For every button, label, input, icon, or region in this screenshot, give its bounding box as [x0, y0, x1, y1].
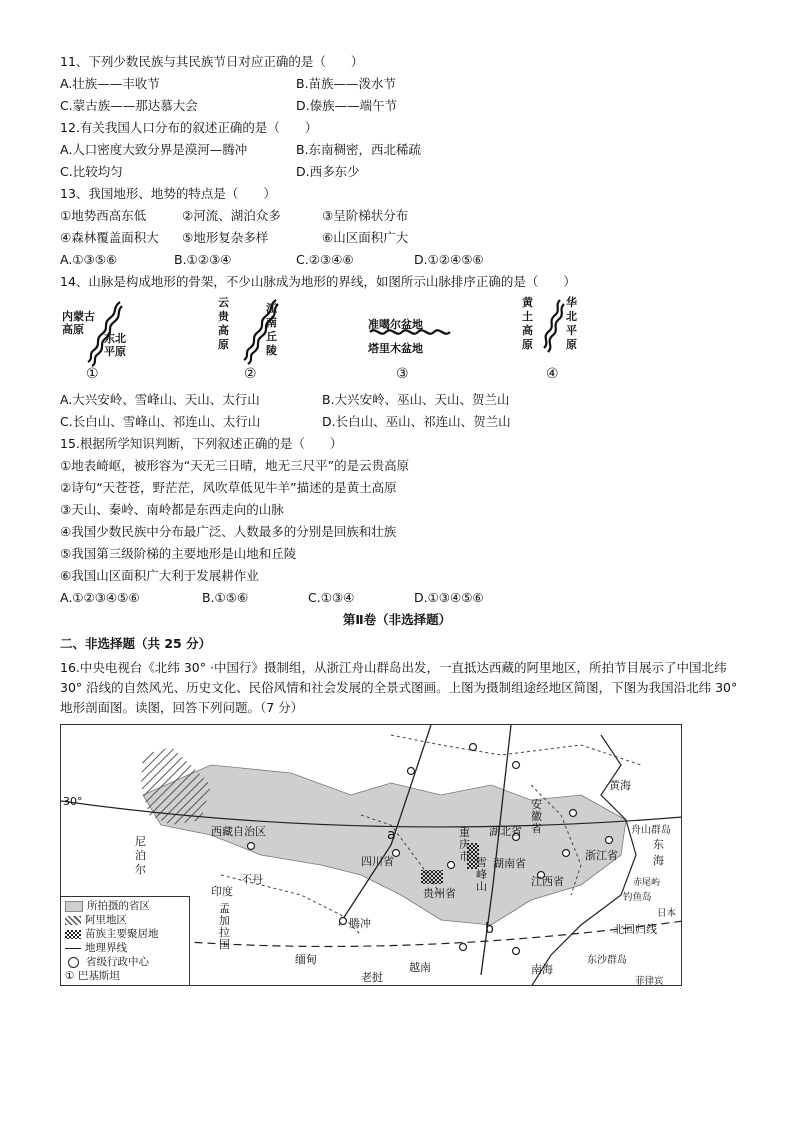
ali-swatch-icon: [65, 916, 81, 925]
q12-option-c[interactable]: C.比较均匀: [60, 164, 123, 179]
q11-option-c[interactable]: C.蒙古族——那达慕大会: [60, 98, 198, 113]
label-30-degrees: 30°: [63, 795, 83, 808]
label-xuefeng: 雪峰山: [476, 856, 487, 893]
label-south-sea: 南海: [531, 963, 553, 976]
diagram-4-number: ④: [546, 366, 559, 382]
label-tibet: 西藏自治区: [211, 825, 266, 838]
label-chongqing: 重庆市: [459, 826, 470, 863]
q13-statement-3: ③呈阶梯状分布: [322, 208, 409, 223]
label-myanmar: 缅甸: [295, 953, 317, 966]
label-nepal: 尼泊尔: [135, 835, 146, 876]
miao-area-1: [421, 870, 443, 884]
q16-text: 16.中央电视台《北纬 30° ·中国行》摄制组，从浙江舟山群岛出发，一直抵达西藏的阿里地区，所拍节目展示了中国北纬 30° 沿线的自然风光、历史文化、民俗风情和社会发展的全景式图画。上图为摄制组途经地区简图，下图为我国沿北纬 30° 地形剖面图。读图，回答下列问题。（7 分）: [60, 660, 738, 715]
q15-statement-2: ②诗句“天苍苍，野茫茫，风吹草低见牛羊”描述的是黄土高原: [60, 480, 397, 495]
q13-option-c[interactable]: C.②③④⑥: [296, 252, 354, 267]
label-india: 印度: [211, 885, 233, 898]
diagram-1-left-label: 内蒙古高原: [62, 310, 95, 336]
diagram-3-top-label: 准噶尔盆地: [368, 318, 423, 331]
q15-statement-5: ⑤我国第三级阶梯的主要地形是山地和丘陵: [60, 546, 297, 561]
diagram-1-right-label: 东北平原: [104, 332, 126, 358]
q13-statement-2: ②河流、湖泊众多: [182, 208, 281, 223]
diagram-3-number: ③: [396, 366, 409, 382]
label-jiangxi: 江西省: [531, 875, 564, 888]
q13-option-b[interactable]: B.①②③④: [174, 252, 232, 267]
label-guizhou: 贵州省: [423, 887, 456, 900]
label-japan: 日本: [657, 908, 677, 919]
map-legend: [61, 896, 190, 985]
diagram-2-left-label: 云贵高原: [218, 296, 229, 351]
label-bangladesh: 孟加拉国: [219, 902, 230, 951]
q11-option-b[interactable]: B.苗族——泼水节: [296, 76, 397, 91]
diagram-4-left-label: 黄土高原: [522, 296, 533, 351]
label-anhui: 安徽省: [531, 798, 542, 835]
q15-stem: 15.根据所学知识判断，下列叙述正确的是（ ）: [60, 436, 343, 451]
label-tropic: 北回归线: [613, 923, 657, 936]
label-diaoyu: 钓鱼岛: [623, 892, 652, 903]
ali-area: [141, 747, 211, 825]
miao-swatch-icon: [65, 930, 81, 939]
legend-pakistan: ① 巴基斯坦: [65, 970, 120, 982]
legend-boundary: 地理界线: [65, 941, 127, 955]
capital-dot-icon: [68, 957, 79, 968]
q13-statement-5: ⑤地形复杂多样: [182, 230, 269, 245]
label-hunan: 湖南省: [493, 857, 526, 870]
q12-option-b[interactable]: B.东南稠密，西北稀疏: [296, 142, 422, 157]
q11-stem: 11、下列少数民族与其民族节日对应正确的是（ ）: [60, 54, 364, 69]
q15-statement-4: ④我国少数民族中分布最广泛、人数最多的分别是回族和壮族: [60, 524, 397, 539]
label-chiwei: 赤尾屿: [633, 878, 661, 888]
diagram-2-right-label: 江南丘陵: [266, 302, 277, 357]
q12-stem: 12.有关我国人口分布的叙述正确的是（ ）: [60, 120, 318, 135]
q14-option-a[interactable]: A.大兴安岭、雪峰山、天山、太行山: [60, 392, 260, 407]
q12-option-d[interactable]: D.西多东少: [296, 164, 360, 179]
q13-option-d[interactable]: D.①②④⑤⑥: [414, 252, 484, 267]
mountain-diagram-4: [516, 296, 612, 384]
q14-option-b[interactable]: B.大兴安岭、巫山、天山、贺兰山: [322, 392, 510, 407]
section-2-heading: 二、非选择题（共 25 分）: [60, 636, 212, 651]
q15-option-d[interactable]: D.①③④⑤⑥: [414, 590, 484, 605]
label-vietnam: 越南: [409, 961, 431, 974]
label-sichuan: 四川省: [361, 855, 394, 868]
q13-stem: 13、我国地形、地势的特点是（ ）: [60, 186, 276, 201]
q12-option-a[interactable]: A.人口密度大致分界是漠河—腾冲: [60, 142, 248, 157]
label-zhoushan: 舟山群岛: [631, 825, 671, 836]
label-hubei: 湖北省: [489, 825, 522, 838]
boundary-swatch-icon: [65, 948, 81, 949]
legend-miao: 苗族主要聚居地: [65, 927, 159, 941]
q13-statement-4: ④森林覆盖面积大: [60, 230, 159, 245]
q13-statement-6: ⑥山区面积广大: [322, 230, 409, 245]
q15-statement-1: ①地表崎岖，被形容为“天无三日晴，地无三尺平”的是云贵高原: [60, 458, 410, 473]
label-line-a: a: [387, 827, 396, 843]
label-laos: 老挝: [361, 971, 383, 984]
q11-option-a[interactable]: A.壮族——丰收节: [60, 76, 160, 91]
filmed-provinces-area: [143, 765, 626, 925]
label-yellow-sea: 黄海: [609, 779, 631, 792]
q14-option-c[interactable]: C.长白山、雪峰山、祁连山、太行山: [60, 414, 261, 429]
label-line-b: b: [485, 921, 494, 937]
mountain-diagram-3: [366, 296, 462, 384]
china-30n-map: [60, 724, 682, 986]
q15-option-b[interactable]: B.①⑤⑥: [202, 590, 249, 605]
label-tengchong: 腾冲: [349, 917, 371, 930]
q14-option-d[interactable]: D.长白山、巫山、祁连山、贺兰山: [322, 414, 511, 429]
diagram-3-bottom-label: 塔里木盆地: [368, 342, 423, 355]
diagram-4-right-label: 华北平原: [566, 296, 577, 351]
legend-filmed: 所拍摄的省区: [65, 899, 150, 913]
diagram-2-number: ②: [244, 366, 257, 382]
label-dongsha: 东沙群岛: [587, 955, 627, 966]
q13-option-a[interactable]: A.①③⑤⑥: [60, 252, 118, 267]
mountain-diagram-2: [206, 296, 302, 384]
label-bhutan: 不丹: [241, 873, 263, 886]
q15-statement-3: ③天山、秦岭、南岭都是东西走向的山脉: [60, 502, 284, 517]
label-philippines: 菲律宾: [635, 976, 664, 986]
legend-capital: 省级行政中心: [65, 955, 149, 969]
q13-statement-1: ①地势西高东低: [60, 208, 147, 223]
part-2-title: 第Ⅱ卷（非选择题）: [342, 612, 452, 627]
q14-stem: 14、山脉是构成地形的骨架，不少山脉成为地形的界线，如图所示山脉排序正确的是（ ）: [60, 274, 576, 289]
q11-option-d[interactable]: D.傣族——端午节: [296, 98, 398, 113]
legend-ali: 阿里地区: [65, 913, 127, 927]
q15-option-c[interactable]: C.①③④: [308, 590, 355, 605]
mountain-diagram-1: [60, 296, 156, 384]
q15-option-a[interactable]: A.①②③④⑤⑥: [60, 590, 140, 605]
label-zhejiang: 浙江省: [585, 849, 618, 862]
label-east-sea: 东海: [653, 838, 664, 867]
filmed-swatch-icon: [65, 901, 83, 912]
diagram-1-number: ①: [86, 366, 99, 382]
q15-statement-6: ⑥我国山区面积广大利于发展耕作业: [60, 568, 259, 583]
